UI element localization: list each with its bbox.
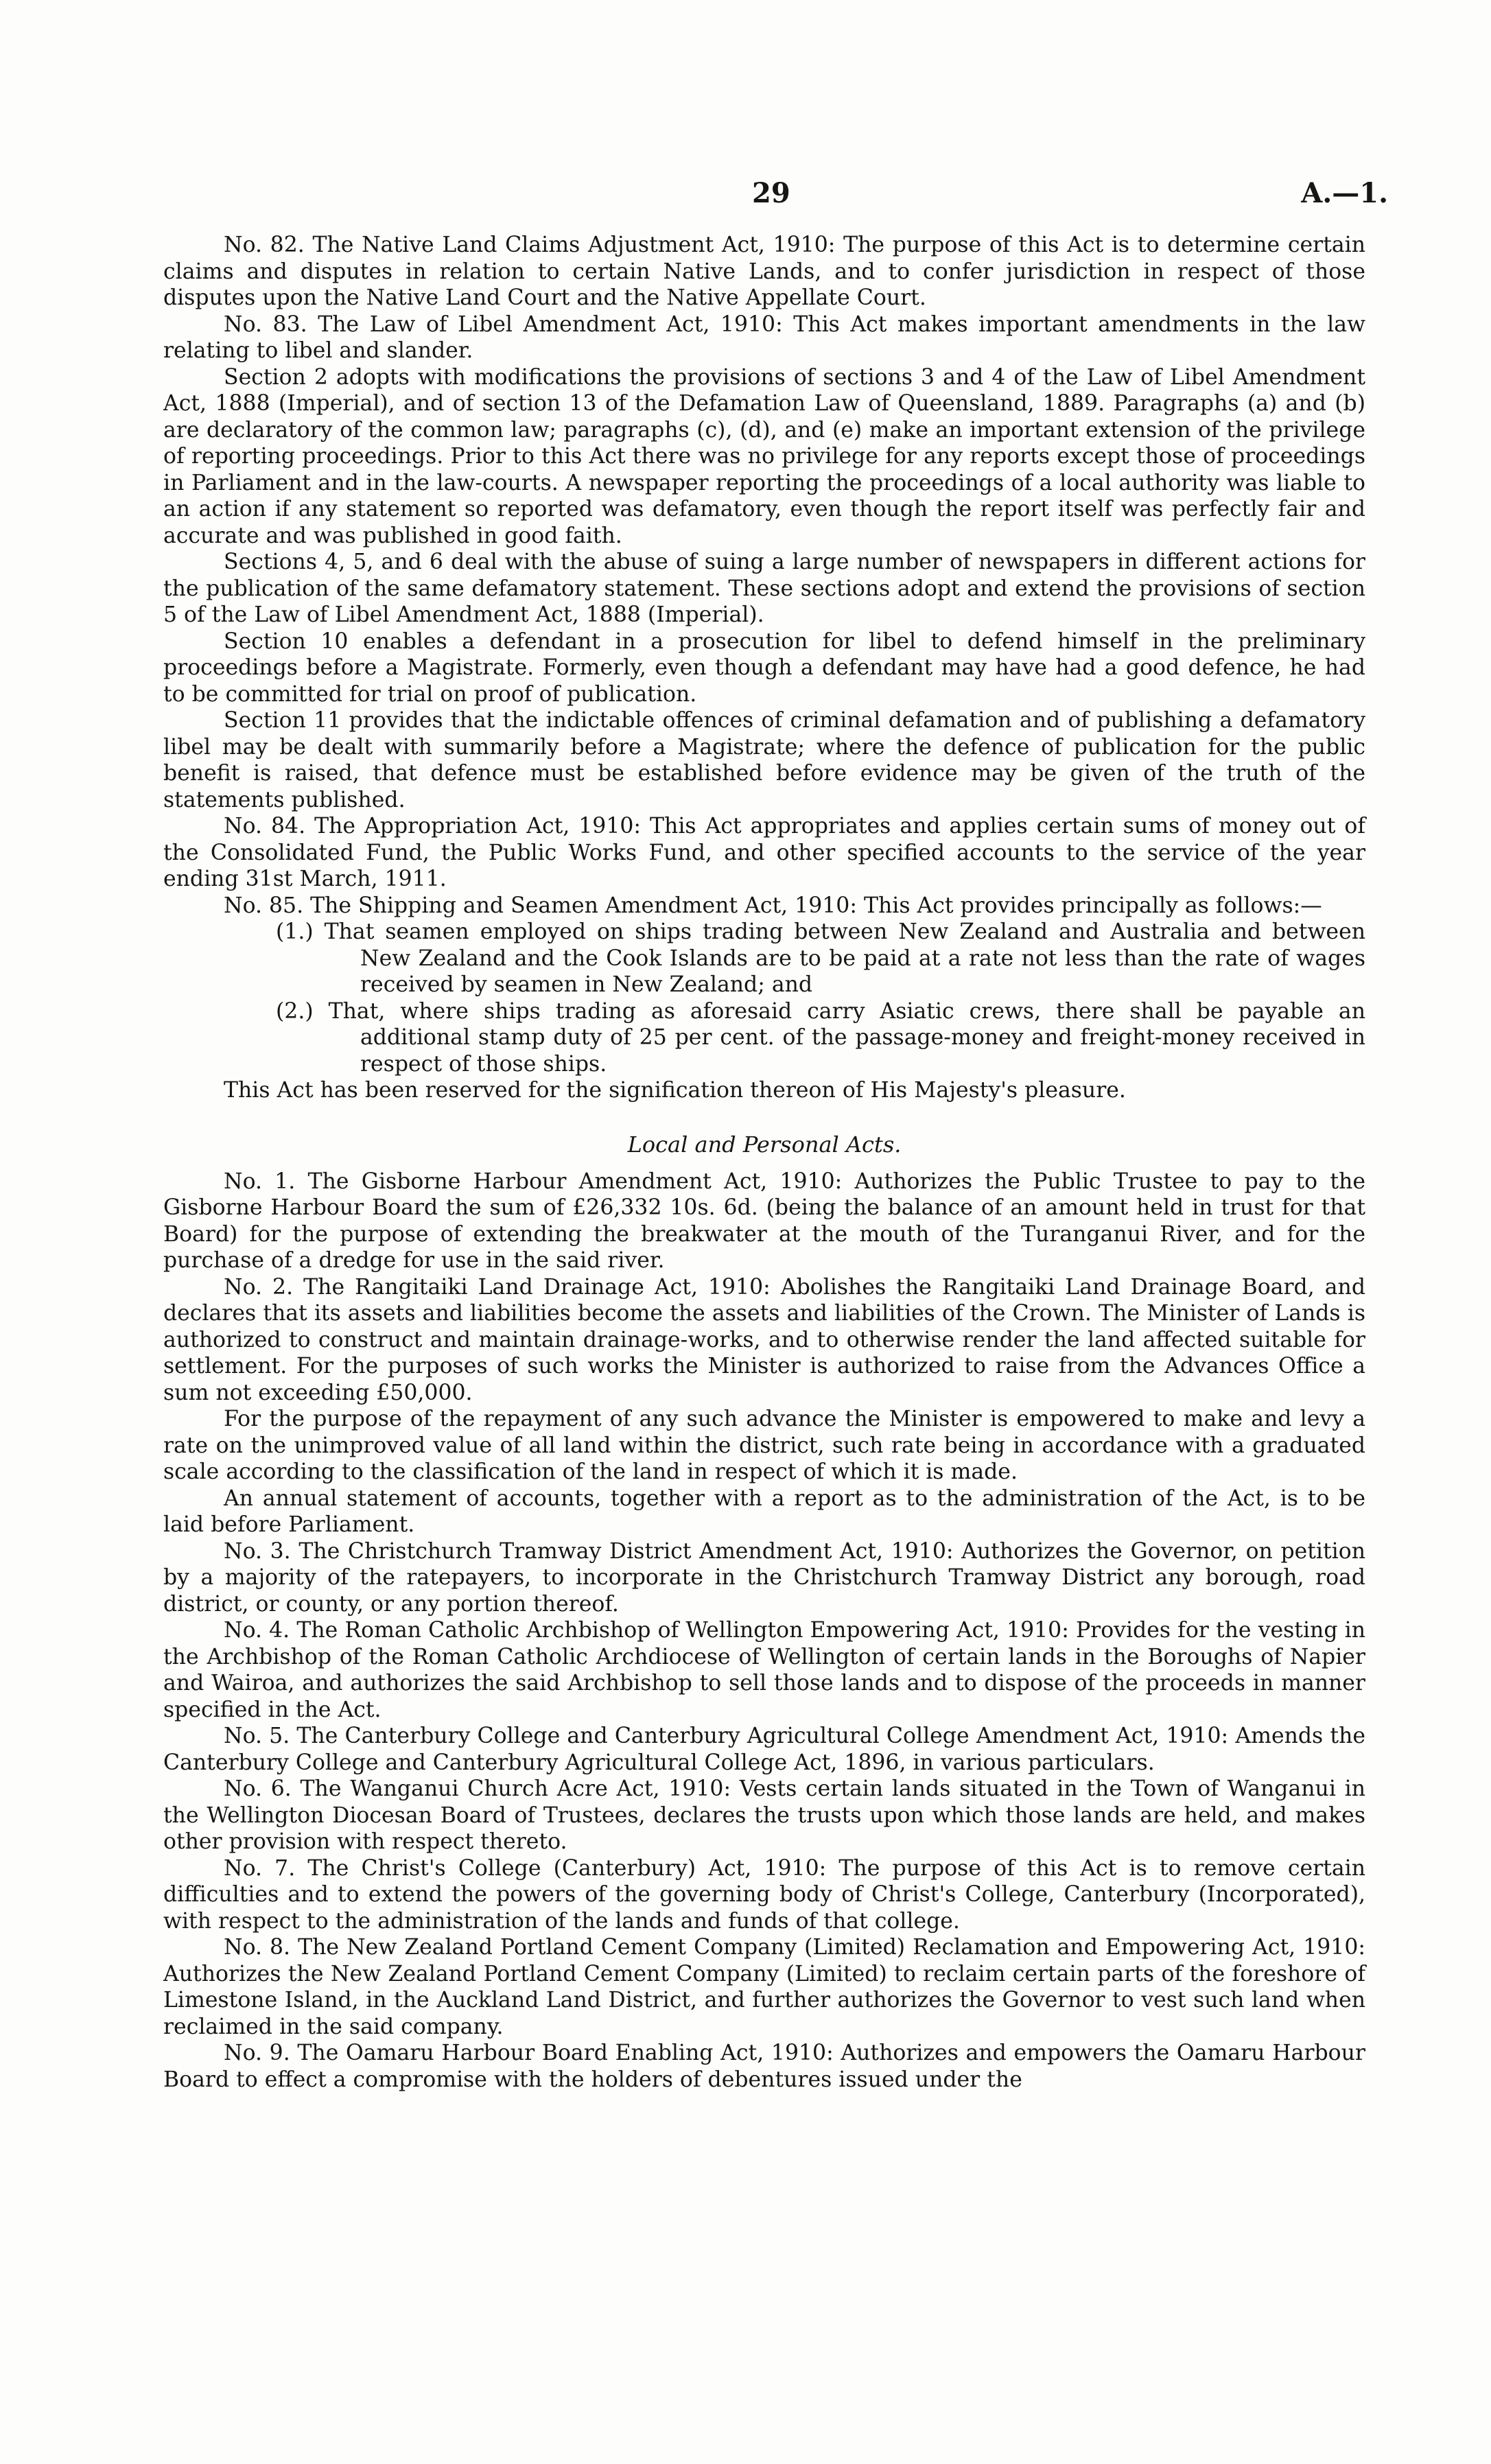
page-header bbox=[0, 177, 1491, 218]
page-body bbox=[163, 232, 1365, 2093]
paragraph-annual-statement: An annual statement of accounts, together with a report as to the administration of the Act, is to be laid before Parliament. bbox=[163, 1486, 1365, 1537]
paragraph-repayment: For the purpose of the repayment of any such advance the Minister is empowered to make and levy a rate on the unimproved value of all land within the district, such rate being in accordance with a graduated scale according to the classification of the land in respect of which it is made. bbox=[163, 1407, 1365, 1484]
list-item: (2.) That, where ships trading as aforesaid carry Asiatic crews, there shall be payable an additional stamp duty of 25 per cent. of the passage-money and freight-money received in respect of those ships. bbox=[276, 998, 1365, 1077]
paragraph-sections-4-6: Sections 4, 5, and 6 deal with the abuse of suing a large number of newspapers in different actions for the publication of the same defamatory statement. These sections adopt and extend the provisions of section 5 of the Law of Libel Amendment Act, 1888 (Imperial). bbox=[163, 550, 1365, 627]
paragraph-act-82: No. 82. The Native Land Claims Adjustment Act, 1910: The purpose of this Act is to determine certain claims and disputes in relation to certain Native Lands, and to confer jurisdiction in respect of those disputes upon the Native Land Court and the Native Appellate Court. bbox=[163, 233, 1365, 310]
paragraph-section-11: Section 11 provides that the indictable offences of criminal defamation and of publishing a defamatory libel may be dealt with summarily before a Magistrate; where the defence of publication for the public benefit is raised, that defence must be established before evidence may be given of the truth of the statements published. bbox=[163, 708, 1365, 812]
paragraph-local-act-5: No. 5. The Canterbury College and Canterbury Agricultural College Amendment Act, 1910: Amends the Canterbury College and Canterbury Agricultural College Act, 1896, in various particulars. bbox=[163, 1724, 1365, 1775]
paragraph-act-83: No. 83. The Law of Libel Amendment Act, 1910: This Act makes important amendments in the law relating to libel and slander. bbox=[163, 312, 1365, 363]
paragraph-section-10: Section 10 enables a defendant in a prosecution for libel to defend himself in the preliminary proceedings before a Magistrate. Formerly, even though a defendant may have had a good defence, he had to be committed for trial on proof of publication. bbox=[163, 629, 1365, 707]
section-heading: Local and Personal Acts. bbox=[627, 1131, 902, 1158]
reserved-note: This Act has been reserved for the signification thereon of His Majesty's pleasure. bbox=[224, 1078, 1126, 1103]
paragraph-local-act-4: No. 4. The Roman Catholic Archbishop of Wellington Empowering Act, 1910: Provides for the vesting in the Archbishop of the Roman Catholic Archdiocese of Wellington of certain lands in the Boroughs of Napier and Wairoa, and authorizes the said Archbishop to sell those lands and to dispose of the proceeds in manner specified in the Act. bbox=[163, 1618, 1365, 1722]
list-item: (1.) That seamen employed on ships trading between New Zealand and Australia and between New Zealand and the Cook Islands are to be paid at a rate not less than the rate of wages received by seamen in New Zealand; and bbox=[276, 919, 1365, 997]
page-number: 29 bbox=[752, 177, 790, 209]
paragraph-local-act-1: No. 1. The Gisborne Harbour Amendment Act, 1910: Authorizes the Public Trustee to pay to the Gisborne Harbour Board the sum of £26,332 10s. 6d. (being the balance of an amount held in trust for that Board) for the purpose of extending the breakwater at the mouth of the Turanganui River, and for the purchase of a dredge for use in the said river. bbox=[163, 1169, 1365, 1273]
paragraph-act-85: No. 85. The Shipping and Seamen Amendment Act, 1910: This Act provides principally as follows:— bbox=[224, 893, 1322, 918]
paragraph-local-act-2: No. 2. The Rangitaiki Land Drainage Act, 1910: Abolishes the Rangitaiki Land Drainage Board, and declares that its assets and liabilities become the assets and liabilities of the Crown. The Minister of Lands is authorized to construct and maintain drainage-works, and to otherwise render the land affected suitable for settlement. For the purposes of such works the Minister is authorized to raise from the Advances Office a sum not exceeding £50,000. bbox=[163, 1274, 1365, 1405]
paragraph-local-act-9: No. 9. The Oamaru Harbour Board Enabling Act, 1910: Authorizes and empowers the Oamaru Harbour Board to effect a compromise with the holders of debentures issued under the bbox=[163, 2041, 1365, 2092]
paragraph-act-84: No. 84. The Appropriation Act, 1910: This Act appropriates and applies certain sums of money out of the Consolidated Fund, the Public Works Fund, and other specified accounts to the service of the year ending 31st March, 1911. bbox=[163, 814, 1365, 891]
document-reference: A.—1. bbox=[1301, 177, 1388, 209]
paragraph-local-act-3: No. 3. The Christchurch Tramway District Amendment Act, 1910: Authorizes the Governor, on petition by a majority of the ratepayers, to incorporate in the Christchurch Tramway District any borough, road district, or county, or any portion thereof. bbox=[163, 1538, 1365, 1617]
paragraph-local-act-8: No. 8. The New Zealand Portland Cement Company (Limited) Reclamation and Empowering Act, 1910: Authorizes the New Zealand Portland Cement Company (Limited) to reclaim certain parts of the foreshore of Limestone Island, in the Auckland Land District, and further authorizes the Governor to vest such land when reclaimed in the said company. bbox=[163, 1935, 1365, 2039]
paragraph-local-act-6: No. 6. The Wanganui Church Acre Act, 1910: Vests certain lands situated in the Town of Wanganui in the Wellington Diocesan Board of Trustees, declares the trusts upon which those lands are held, and makes other provision with respect thereto. bbox=[163, 1776, 1365, 1854]
paragraph-local-act-7: No. 7. The Christ's College (Canterbury) Act, 1910: The purpose of this Act is to remove certain difficulties and to extend the powers of the governing body of Christ's College, Canterbury (Incorporated), with respect to the administration of the lands and funds of that college. bbox=[163, 1855, 1365, 1934]
paragraph-section-2: Section 2 adopts with modifications the provisions of sections 3 and 4 of the Law of Libel Amendment Act, 1888 (Imperial), and of section 13 of the Defamation Law of Queensland, 1889. Paragraphs (a) and (b) are declaratory of the common law; paragraphs (c), (d), and (e) make an important extension of the privilege of reporting proceedings. Prior to this Act there was no privilege for any reports except those of proceedings in Parliament and in the law-courts. A newspaper reporting the proceedings of a local authority was liable to an action if any statement so reported was defamatory, even though the report itself was perfectly fair and accurate and was published in good faith. bbox=[163, 364, 1365, 548]
